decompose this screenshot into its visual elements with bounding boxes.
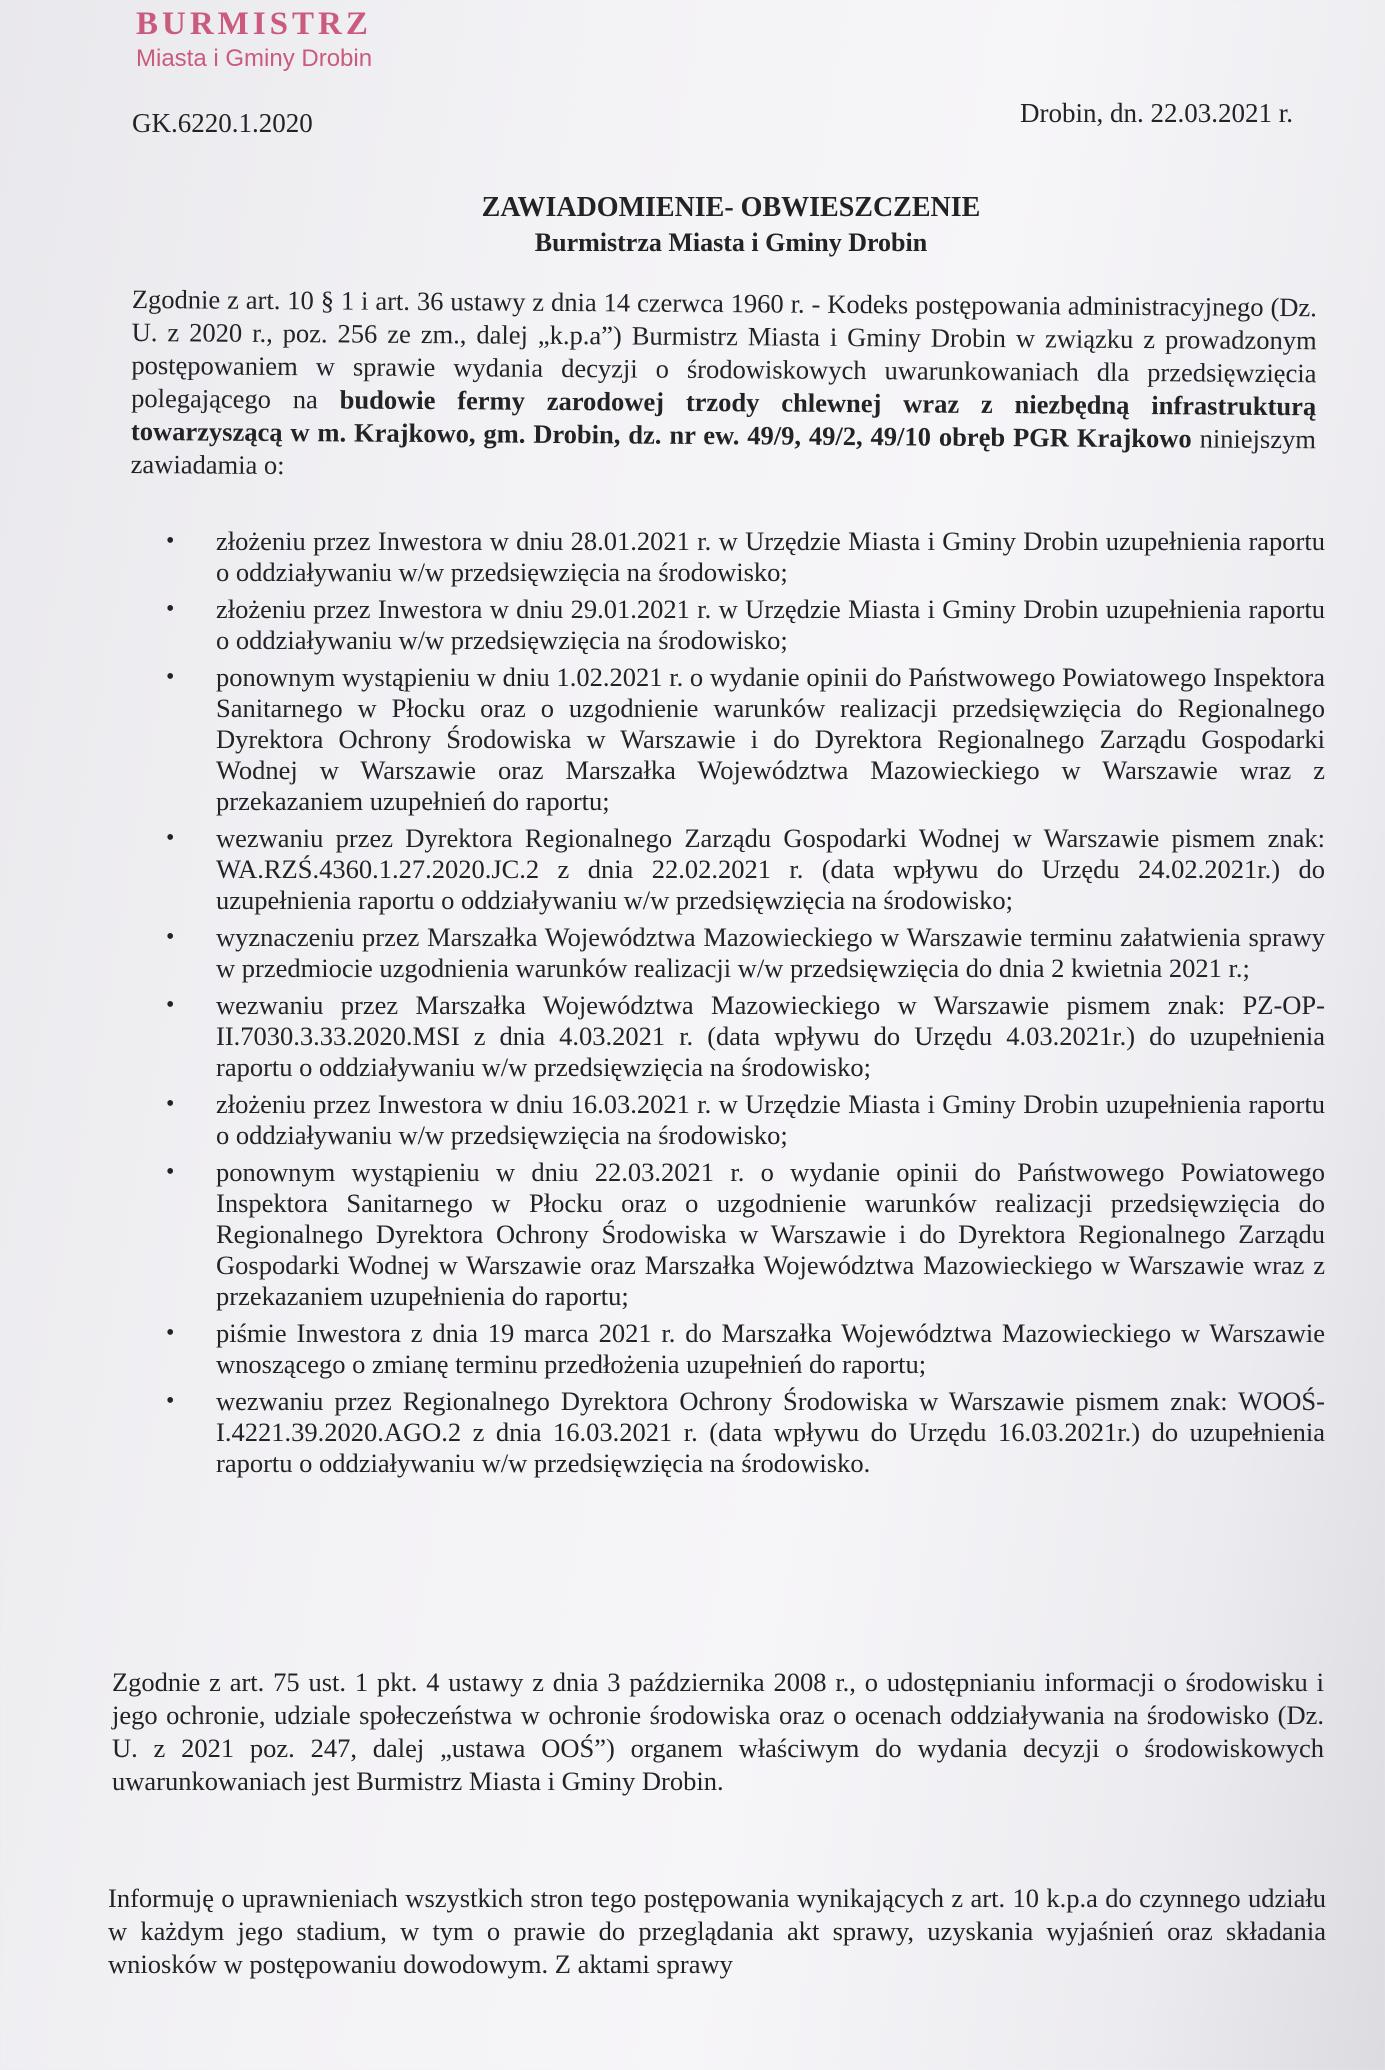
stamp-title: BURMISTRZ — [136, 6, 372, 42]
notification-list — [160, 526, 1325, 1485]
list-item — [160, 526, 1325, 588]
bullet-icon: • — [166, 1091, 175, 1117]
list-item — [160, 1386, 1325, 1479]
list-item — [160, 1089, 1325, 1151]
list-item-text: złożeniu przez Inwestora w dniu 16.03.2021 r. w Urzędzie Miasta i Gminy Drobin uzupełnienia raportu o oddziaływaniu w/w przedsięwzięcia na środowisko; — [216, 1089, 1325, 1150]
bullet-icon: • — [166, 1320, 175, 1346]
intro-text-before: Zgodnie z art. 10 § 1 i art. 36 ustawy z dnia 14 czerwca 1960 r. - Kodeks postępowania administracyjnego (Dz. U. z 2020 r., poz. 256 ze zm., dalej „k.p.a”) Burmistrz Miasta i Gminy Drobin w związku z prowadzonym postępowaniem w sprawie wydania decyzji o środowiskowych uwarunkowaniach dla przedsięwzięcia polegającego na — [131, 283, 1317, 415]
bullet-icon: • — [166, 1388, 175, 1414]
bullet-icon: • — [166, 825, 175, 851]
intro-project-name: budowie fermy zarodowej trzody chlewnej wraz z niezbędną infrastrukturą towarzyszącą w m. Krajkowo, gm. Drobin, dz. nr ew. 49/9, 49/2, 49/10 obręb PGR Krajkowo — [130, 384, 1317, 454]
document-date: Drobin, dn. 22.03.2021 r. — [1020, 98, 1293, 128]
authority-paragraph: Zgodnie z art. 75 ust. 1 pkt. 4 ustawy z dnia 3 października 2008 r., o udostępnianiu informacji o środowisku i jego ochronie, udziale społeczeństwa w ochronie środowiska oraz o ocenach oddziaływania na środowisko (Dz. U. z 2021 poz. 247, dalej „ustawa OOŚ”) organem właściwym do wydania decyzji o środowiskowych uwarunkowaniach jest Burmistrz Miasta i Gminy Drobin. — [112, 1667, 1324, 1796]
list-item — [160, 823, 1325, 916]
bullet-icon: • — [166, 1159, 175, 1185]
list-item-text: złożeniu przez Inwestora w dniu 29.01.2021 r. w Urzędzie Miasta i Gminy Drobin uzupełnienia raportu o oddziaływaniu w/w przedsięwzięcia na środowisko; — [216, 594, 1325, 655]
bullet-icon: • — [166, 596, 175, 622]
list-item-text: złożeniu przez Inwestora w dniu 28.01.2021 r. w Urzędzie Miasta i Gminy Drobin uzupełnienia raportu o oddziaływaniu w/w przedsięwzięcia na środowisko; — [216, 526, 1325, 587]
list-item-text: ponownym wystąpieniu w dniu 1.02.2021 r. o wydanie opinii do Państwowego Powiatowego Inspektora Sanitarnego w Płocku oraz o uzgodnienie warunków realizacji przedsięwzięcia do Regionalnego Dyrektora Ochrony Środowiska w Warszawie i do Dyrektora Regionalnego Zarządu Gospodarki Wodnej w Warszawie oraz Marszałka Województwa Mazowieckiego w Warszawie wraz z przekazaniem uzupełnień do raportu; — [216, 662, 1325, 816]
list-item — [160, 1318, 1325, 1380]
list-item — [160, 662, 1325, 817]
list-item-text: wezwaniu przez Marszałka Województwa Mazowieckiego w Warszawie pismem znak: PZ-OP-II.7030.3.33.2020.MSI z dnia 4.03.2021 r. (data wpływu do Urzędu 4.03.2021r.) do uzupełnienia raportu o oddziaływaniu w/w przedsięwzięcia na środowisko; — [216, 990, 1325, 1082]
list-item-text: wezwaniu przez Regionalnego Dyrektora Ochrony Środowiska w Warszawie pismem znak: WOOŚ-I.4221.39.2020.AGO.2 z dnia 16.03.2021 r. (data wpływu do Urzędu 16.03.2021r.) do uzupełnienia raportu o oddziaływaniu w/w przedsięwzięcia na środowisko. — [216, 1386, 1325, 1478]
list-item-text: ponownym wystąpieniu w dniu 22.03.2021 r. o wydanie opinii do Państwowego Powiatowego Inspektora Sanitarnego w Płocku oraz o uzgodnienie warunków realizacji przedsięwzięcia do Regionalnego Dyrektora Ochrony Środowiska w Warszawie i do Dyrektora Regionalnego Zarządu Gospodarki Wodnej w Warszawie oraz Marszałka Województwa Mazowieckiego w Warszawie wraz z przekazaniem uzupełnienia do raportu; — [216, 1157, 1325, 1311]
document-subtitle: Burmistrza Miasta i Gminy Drobin — [534, 228, 928, 257]
rights-paragraph: Informuję o uprawnieniach wszystkich stron tego postępowania wynikających z art. 10 k.p.a do czynnego udziału w każdym jego stadium, w tym o prawie do przeglądania akt sprawy, uzyskania wyjaśnień oraz składania wniosków w postępowaniu dowodowym. Z aktami sprawy — [108, 1883, 1326, 1979]
list-item — [160, 594, 1325, 656]
list-item — [160, 990, 1325, 1083]
list-item — [160, 922, 1325, 984]
bullet-icon: • — [166, 992, 175, 1018]
intro-text-after: niniejszym zawiadamia o: — [130, 423, 1317, 481]
document-title: ZAWIADOMIENIE- OBWIESZCZENIE — [481, 192, 981, 223]
case-reference: GK.6220.1.2020 — [132, 108, 313, 138]
list-item-text: wyznaczeniu przez Marszałka Województwa Mazowieckiego w Warszawie terminu załatwienia sprawy w przedmiocie uzgodnienia warunków realizacji w/w przedsięwzięcia do dnia 2 kwietnia 2021 r.; — [216, 922, 1325, 983]
list-item-text: wezwaniu przez Dyrektora Regionalnego Zarządu Gospodarki Wodnej w Warszawie pismem znak: WA.RZŚ.4360.1.27.2020.JC.2 z dnia 22.02.2021 r. (data wpływu do Urzędu 24.02.2021r.) do uzupełnienia raportu o oddziaływaniu w/w przedsięwzięcia na środowisko; — [216, 823, 1325, 915]
stamp-subtitle: Miasta i Gminy Drobin — [136, 45, 373, 72]
list-item — [160, 1157, 1325, 1312]
bullet-icon: • — [166, 664, 175, 690]
list-item-text: piśmie Inwestora z dnia 19 marca 2021 r. do Marszałka Województwa Mazowieckiego w Warszawie wnoszącego o zmianę terminu przedłożenia uzupełnień do raportu; — [216, 1318, 1325, 1379]
intro-paragraph — [131, 283, 1317, 489]
bullet-icon: • — [166, 528, 175, 554]
burmistrz-stamp — [136, 6, 372, 73]
bullet-icon: • — [166, 924, 175, 950]
